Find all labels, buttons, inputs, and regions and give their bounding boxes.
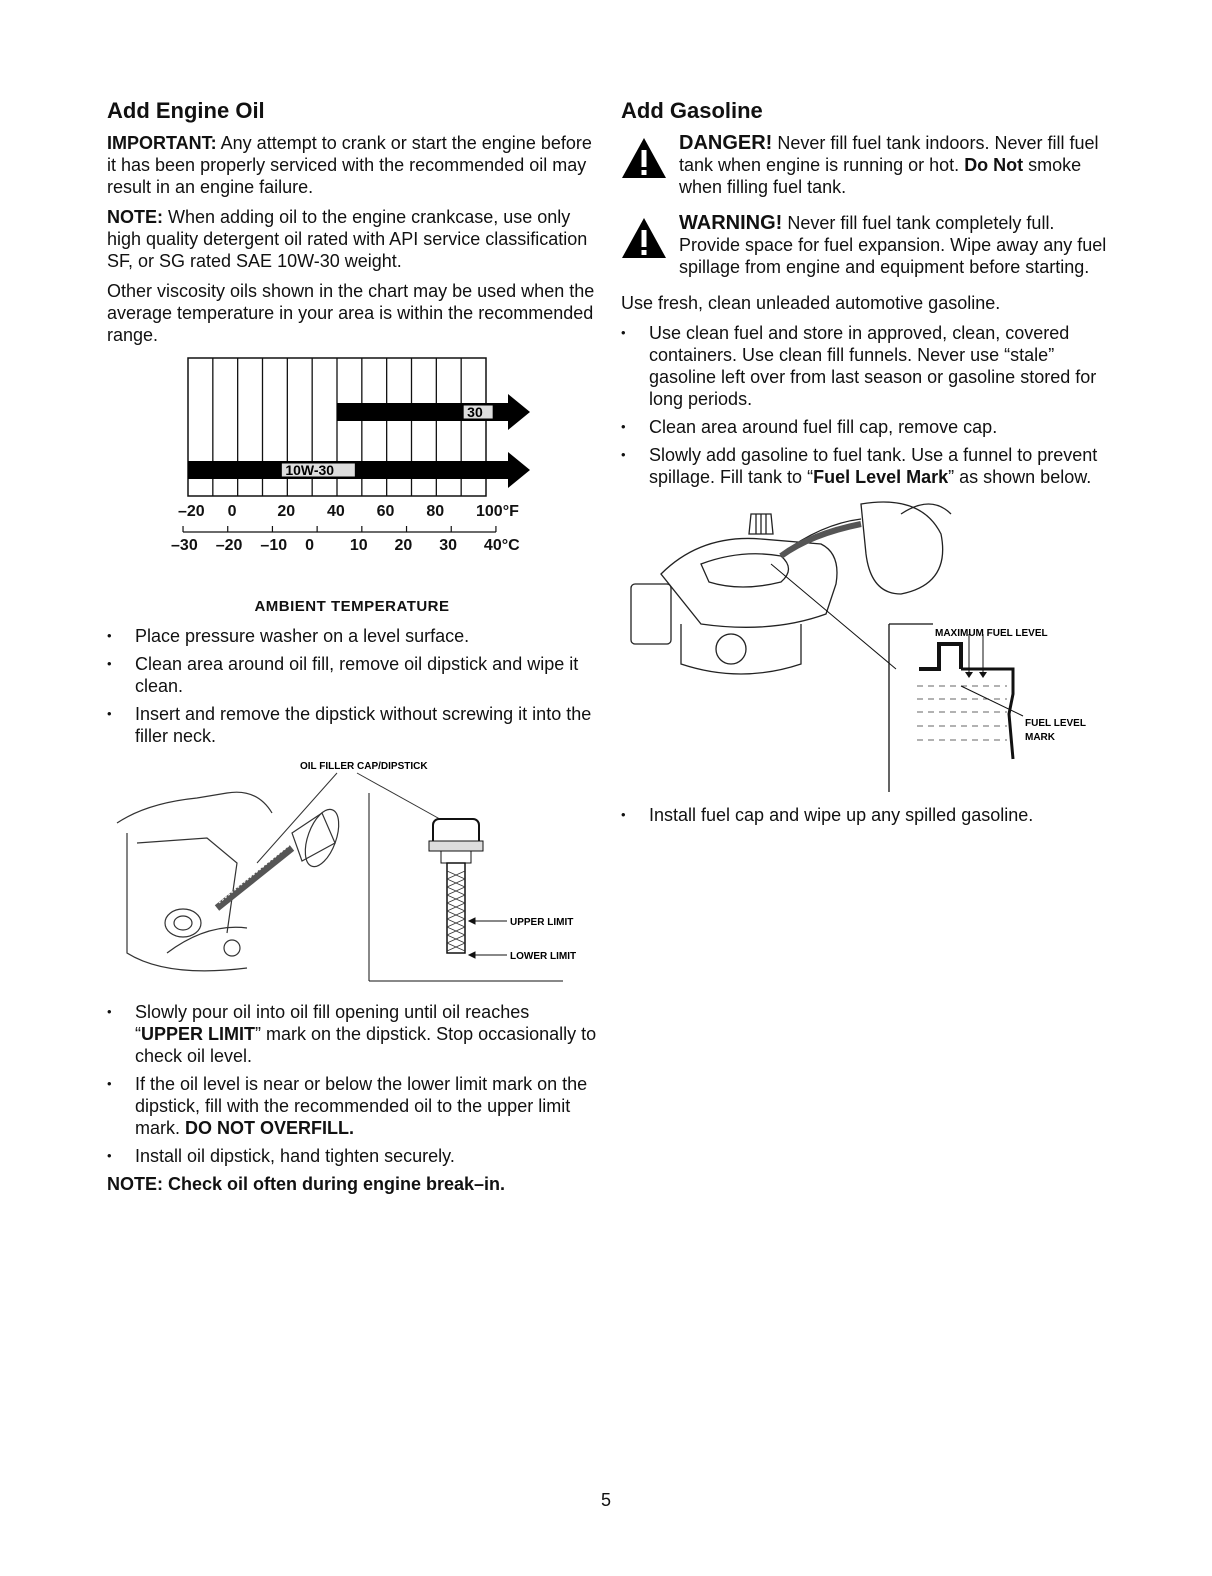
fuel-surface-lines xyxy=(917,686,1007,740)
oil-steps-list-1 xyxy=(107,625,597,747)
fuel-level-mark-bold: Fuel Level Mark xyxy=(813,467,949,487)
upper-limit-bold: UPPER LIMIT xyxy=(141,1024,256,1044)
upper-limit-post: ” mark on the dipstick. Stop occasionally to check oil level. xyxy=(135,1024,597,1066)
left-column xyxy=(107,98,597,1203)
chart-f-tick-label: 40 xyxy=(327,503,345,520)
gasoline-steps-list-2 xyxy=(621,804,1111,826)
danger-block xyxy=(621,132,1111,198)
list-item: • Clean area around oil fill, remove oil dipstick and wipe it clean. xyxy=(107,653,597,697)
oil-steps-list-2 xyxy=(107,1001,597,1167)
fuel-detail-leader xyxy=(771,564,896,669)
chart-bar-arrow-30 xyxy=(508,394,530,430)
fuel-fill-illustration xyxy=(621,494,1111,804)
warning-text xyxy=(679,212,1111,278)
lower-limit-label: LOWER LIMIT xyxy=(510,951,577,962)
warning-body: Never fill fuel tank completely full. Provide space for fuel expansion. Wipe away any fuel spillage from engine and equipment before starting. xyxy=(679,213,1107,277)
page-number: 5 xyxy=(600,1490,611,1510)
dipstick-illustration xyxy=(107,753,597,1001)
dipstick-cap xyxy=(429,819,483,953)
break-in-note: NOTE: Check oil often during engine break–in. xyxy=(107,1174,506,1194)
list-item xyxy=(621,444,1111,488)
fuel-level-pre: Slowly add gasoline to fuel tank. Use a funnel to prevent spillage. Fill tank to “ xyxy=(649,445,1098,487)
list-item: • Clean area around fuel fill cap, remove cap. xyxy=(621,416,1111,438)
chart-f-tick-label: 0 xyxy=(227,503,237,520)
danger-text xyxy=(679,132,1111,198)
important-text: Any attempt to crank or start the engine before it has been properly serviced with the recommended oil may result in an engine failure. xyxy=(107,133,592,197)
dipstick-diagonal xyxy=(217,773,447,908)
important-paragraph xyxy=(107,132,597,198)
engine-sketch xyxy=(117,792,345,971)
chart-c-tick-label: 10 xyxy=(349,537,368,554)
list-item xyxy=(107,1073,597,1139)
chart-c-tick-label: 20 xyxy=(394,537,413,554)
note-text: When adding oil to the engine crankcase, use only high quality detergent oil rated with API service classification SF, or SG rated SAE 10W-30 weight. xyxy=(107,207,588,271)
list-item: • Insert and remove the dipstick without screwing it into the filler neck. xyxy=(107,703,597,747)
note-label: NOTE: xyxy=(107,207,163,227)
list-item: • Use clean fuel and store in approved, clean, covered containers. Use clean fill funnels. Never use “stale” gasoline left over from last season or gasoline stored for long periods. xyxy=(621,322,1111,410)
add-engine-oil-heading: Add Engine Oil xyxy=(107,98,265,123)
chart-series-label: 30 xyxy=(467,404,483,420)
upper-limit-label: UPPER LIMIT xyxy=(510,917,574,928)
warning-block xyxy=(621,212,1111,278)
fuel-level-post: ” as shown below. xyxy=(948,467,1092,487)
oil-filler-cap-label: OIL FILLER CAP/DIPSTICK xyxy=(300,761,428,772)
chart-c-tick-label: 30 xyxy=(439,537,458,554)
engine-sketch xyxy=(631,502,951,674)
list-item: • Install oil dipstick, hand tighten securely. xyxy=(107,1145,597,1167)
chart-f-tick-label: –20 xyxy=(178,503,205,520)
warning-icon xyxy=(621,216,667,260)
chart-f-tick-label: 20 xyxy=(277,503,296,520)
chart-c-tick-label: 0 xyxy=(305,537,315,554)
viscosity-paragraph: Other viscosity oils shown in the chart may be used when the average temperature in your area is within the recommended range. xyxy=(107,281,595,345)
chart-f-tick-label: 100°F xyxy=(476,503,519,520)
viscosity-chart-svg xyxy=(107,354,597,594)
fuel-funnel-nozzle xyxy=(781,524,861,556)
fuel-fill-figure xyxy=(621,494,1111,804)
upper-limit-pre: Slowly pour oil into oil fill opening until oil reaches “ xyxy=(135,1002,530,1044)
chart-series-label: 10W-30 xyxy=(285,462,335,478)
chart-c-tick-label: –20 xyxy=(215,537,243,554)
list-item xyxy=(107,1001,597,1067)
overfill-pre: If the oil level is near or below the lower limit mark on the dipstick, fill with the recommended oil to the upper limit mark. xyxy=(135,1074,588,1138)
dipstick-figure xyxy=(107,753,597,1001)
chart-bar-arrow-10W-30 xyxy=(508,452,530,488)
overfill-bold: DO NOT OVERFILL. xyxy=(185,1118,355,1138)
fuel-level-detail xyxy=(889,624,1086,792)
danger-body-2: smoke when filling fuel tank. xyxy=(679,155,1082,197)
note-paragraph xyxy=(107,206,597,272)
add-gasoline-heading: Add Gasoline xyxy=(621,98,763,123)
chart-f-tick-label: 80 xyxy=(426,503,445,520)
chart-c-tick-label: –10 xyxy=(260,537,288,554)
maximum-fuel-level-label: MAXIMUM FUEL LEVEL xyxy=(935,628,1048,639)
danger-body: Never fill fuel tank indoors. Never fill fuel tank when engine is running or hot. xyxy=(679,133,1099,175)
fuel-level-mark-label-2: MARK xyxy=(1025,732,1055,743)
chart-c-tick-label: 40°C xyxy=(483,537,520,554)
limit-leaders xyxy=(469,918,507,958)
danger-warning-icon xyxy=(621,136,667,180)
viscosity-chart xyxy=(107,354,597,594)
fuel-level-mark-label-1: FUEL LEVEL xyxy=(1025,718,1086,729)
danger-do-not: Do Not xyxy=(964,155,1024,175)
fresh-gasoline-text: Use fresh, clean unleaded automotive gasoline. xyxy=(621,293,1001,313)
important-label: IMPORTANT: xyxy=(107,133,217,153)
gasoline-steps-list xyxy=(621,322,1111,488)
ambient-temperature-caption: AMBIENT TEMPERATURE xyxy=(254,598,450,615)
danger-label: DANGER! xyxy=(679,132,773,154)
chart-c-tick-label: –30 xyxy=(171,537,198,554)
list-item: • Place pressure washer on a level surface. xyxy=(107,625,597,647)
chart-f-tick-label: 60 xyxy=(376,503,395,520)
right-column xyxy=(621,98,1111,832)
list-item: • Install fuel cap and wipe up any spilled gasoline. xyxy=(621,804,1111,826)
warning-label: WARNING! xyxy=(679,212,783,234)
